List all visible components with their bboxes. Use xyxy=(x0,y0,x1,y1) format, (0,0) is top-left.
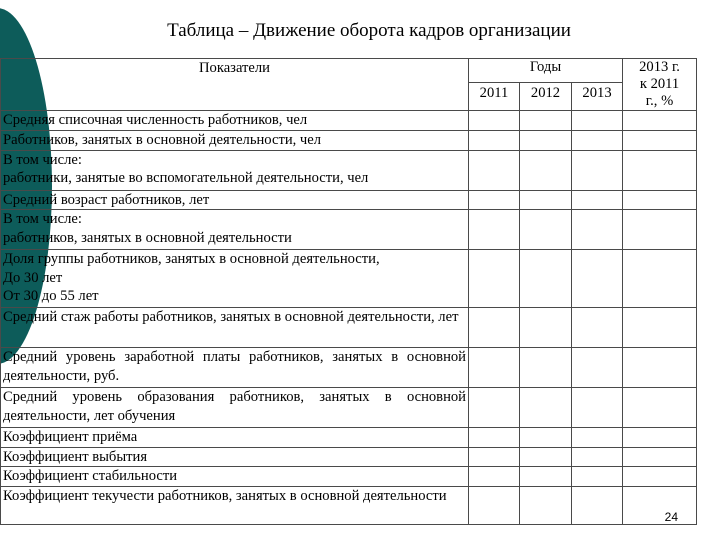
value-cell xyxy=(623,348,697,388)
value-cell xyxy=(469,447,520,467)
value-cell xyxy=(469,487,520,525)
table-row xyxy=(1,467,697,487)
value-cell xyxy=(469,131,520,151)
indicator-cell: В том числе: работников, занятых в основной деятельности xyxy=(1,210,469,250)
value-cell xyxy=(572,210,623,250)
value-cell xyxy=(520,131,572,151)
value-cell xyxy=(572,388,623,428)
value-cell xyxy=(572,487,623,525)
slide-title: Таблица – Движение оборота кадров организации xyxy=(167,20,571,41)
value-cell xyxy=(623,388,697,428)
indicator-cell: Коэффициент текучести работников, занятых в основной деятельности xyxy=(1,487,469,525)
value-cell xyxy=(572,447,623,467)
value-cell xyxy=(520,190,572,210)
value-cell xyxy=(623,428,697,448)
header-year-2012: 2012 xyxy=(520,83,572,111)
value-cell xyxy=(520,487,572,525)
value-cell xyxy=(469,150,520,190)
table-row xyxy=(1,388,697,428)
indicator-cell: Коэффициент стабильности xyxy=(1,467,469,487)
value-cell xyxy=(623,111,697,131)
indicator-cell: Коэффициент выбытия xyxy=(1,447,469,467)
header-pct-line: 2013 г. xyxy=(639,59,680,75)
table-row xyxy=(1,190,697,210)
value-cell xyxy=(520,447,572,467)
value-cell xyxy=(623,131,697,151)
indicator-cell: Средний уровень образования работников, занятых в основной деятельности, лет обучения xyxy=(1,388,469,428)
value-cell xyxy=(623,150,697,190)
value-cell xyxy=(572,348,623,388)
table-row xyxy=(1,487,697,525)
indicator-cell: Средний уровень заработной платы работников, занятых в основной деятельности, руб. xyxy=(1,348,469,388)
value-cell xyxy=(623,447,697,467)
value-cell xyxy=(623,467,697,487)
header-pct-line: г., % xyxy=(645,93,674,109)
value-cell xyxy=(623,308,697,348)
indicator-cell: Доля группы работников, занятых в основной деятельности, До 30 лет От 30 до 55 лет xyxy=(1,250,469,308)
value-cell xyxy=(469,210,520,250)
value-cell xyxy=(520,210,572,250)
page-number: 24 xyxy=(664,510,678,524)
value-cell xyxy=(623,190,697,210)
table-row xyxy=(1,131,697,151)
header-year-2013: 2013 xyxy=(572,83,623,111)
indicator-cell: В том числе: работники, занятые во вспомогательной деятельности, чел xyxy=(1,150,469,190)
table-row xyxy=(1,308,697,348)
table-row xyxy=(1,428,697,448)
value-cell xyxy=(469,308,520,348)
table-row xyxy=(1,447,697,467)
indicator-cell: Коэффициент приёма xyxy=(1,428,469,448)
header-row xyxy=(1,59,697,83)
value-cell xyxy=(572,131,623,151)
value-cell xyxy=(572,111,623,131)
header-pct-line: к 2011 xyxy=(639,76,680,92)
value-cell xyxy=(469,348,520,388)
value-cell xyxy=(572,150,623,190)
value-cell xyxy=(572,308,623,348)
value-cell xyxy=(520,348,572,388)
value-cell xyxy=(572,428,623,448)
value-cell xyxy=(623,487,697,525)
table-row xyxy=(1,210,697,250)
value-cell xyxy=(520,308,572,348)
header-pct xyxy=(623,59,697,111)
value-cell xyxy=(572,190,623,210)
indicator-cell: Работников, занятых в основной деятельности, чел xyxy=(1,131,469,151)
value-cell xyxy=(623,250,697,308)
indicator-cell: Средний возраст работников, лет xyxy=(1,190,469,210)
value-cell xyxy=(520,388,572,428)
header-years: Годы xyxy=(469,59,623,83)
value-cell xyxy=(469,388,520,428)
indicator-cell: Средний стаж работы работников, занятых в основной деятельности, лет xyxy=(1,308,469,348)
table-row xyxy=(1,150,697,190)
value-cell xyxy=(469,428,520,448)
table-row xyxy=(1,111,697,131)
turnover-table xyxy=(0,58,697,525)
table-body xyxy=(1,111,697,525)
header-year-2011: 2011 xyxy=(469,83,520,111)
value-cell xyxy=(520,428,572,448)
table-row xyxy=(1,348,697,388)
value-cell xyxy=(520,150,572,190)
value-cell xyxy=(520,467,572,487)
value-cell xyxy=(469,250,520,308)
header-indicators: Показатели xyxy=(1,59,469,111)
value-cell xyxy=(469,467,520,487)
value-cell xyxy=(572,250,623,308)
value-cell xyxy=(623,210,697,250)
value-cell xyxy=(520,111,572,131)
value-cell xyxy=(469,190,520,210)
value-cell xyxy=(572,467,623,487)
value-cell xyxy=(469,111,520,131)
value-cell xyxy=(520,250,572,308)
indicator-cell: Средняя списочная численность работников, чел xyxy=(1,111,469,131)
table-row xyxy=(1,250,697,308)
